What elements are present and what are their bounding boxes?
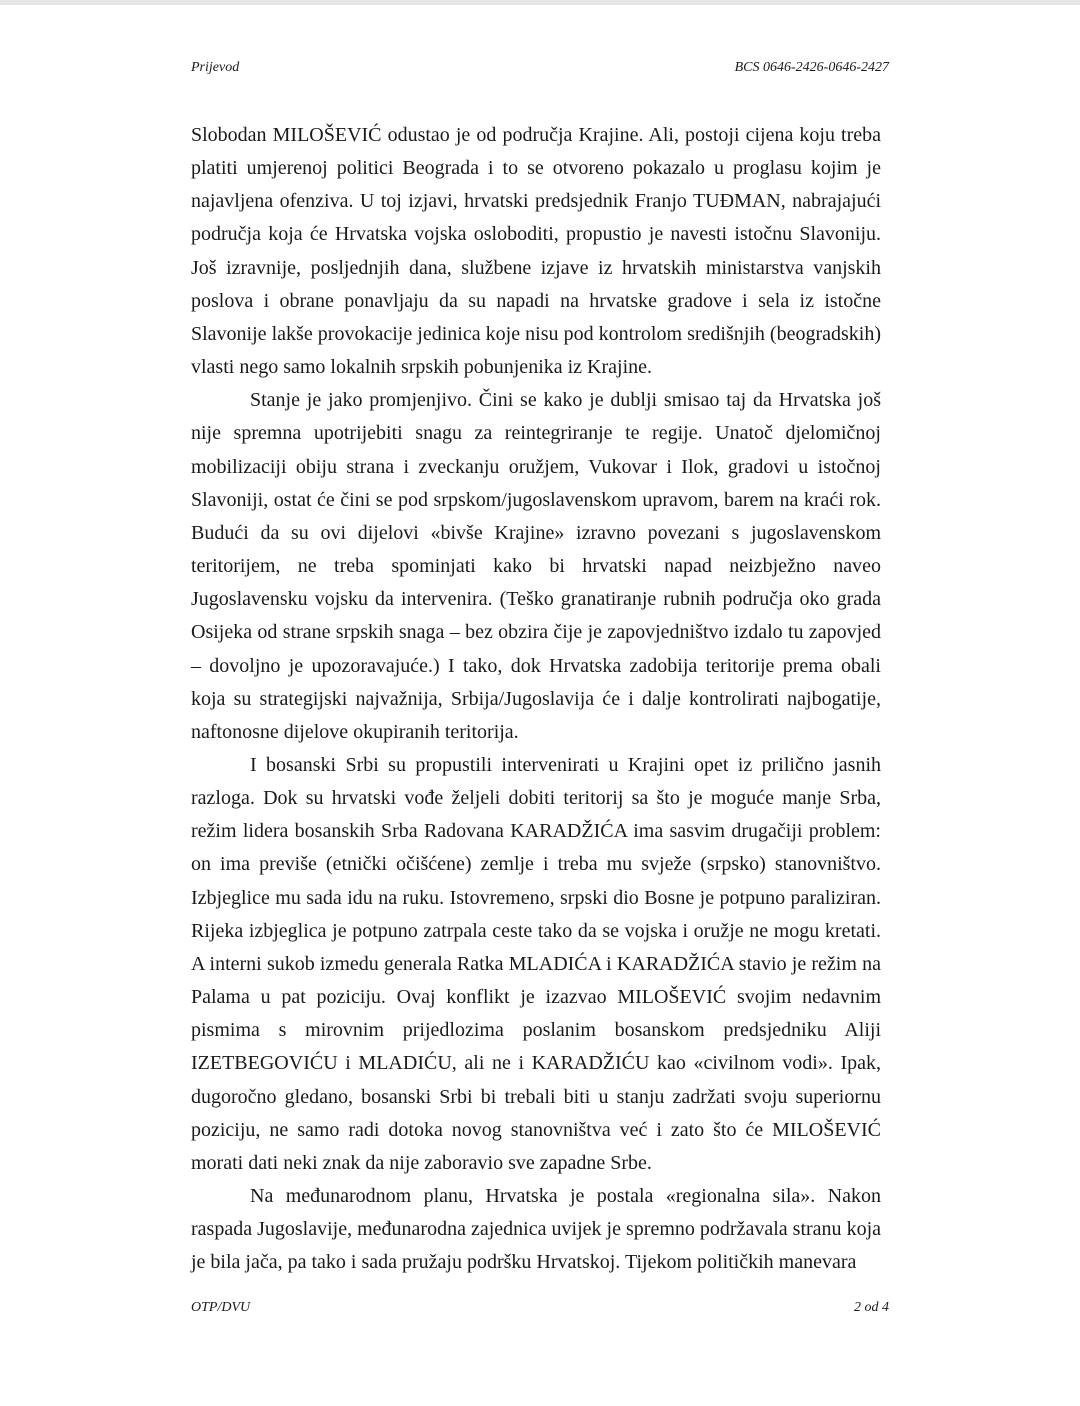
document-reference: BCS 0646-2426-0646-2427 xyxy=(734,60,889,75)
paragraph-1: Slobodan MILOŠEVIĆ odustao je od područja Krajine. Ali, postoji cijena koju treba platiti umjerenoj politici Beograda i to se otvoreno pokazalo u proglasu kojim je najavljena ofenziva. U toj izjavi, hrvatski predsjednik Franjo TUĐMAN, nabrajajući područja koja će Hrvatska vojska osloboditi, propustio je navesti istočnu Slavoniju. Još izravnije, posljednjih dana, službene izjave iz hrvatskih ministarstva vanjskih poslova i obrane ponavljaju da su napadi na hrvatske gradove i sela iz istočne Slavonije lakše provokacije jedinica koje nisu pod kontrolom središnjih (beogradskih) vlasti nego samo lokalnih srpskih pobunjenika iz Krajine. xyxy=(191,124,881,379)
paragraph-4: Na međunarodnom planu, Hrvatska je postala «regionalna sila». Nakon raspada Jugoslavije, međunarodna zajednica uvijek je spremno podržavala stranu koja je bila jača, pa tako i sada pružaju podršku Hrvatskoj. Tijekom političkih manevara xyxy=(191,1185,881,1274)
footer-label: OTP/DVU xyxy=(191,1300,251,1315)
page-header xyxy=(191,60,889,76)
document-body xyxy=(191,119,881,1279)
paragraph-2: Stanje je jako promjenjivo. Čini se kako je dublji smisao taj da Hrvatska još nije spremna upotrijebiti snagu za reintegriranje te regije. Unatoč djelomičnoj mobilizaciji obiju strana i zveckanju oružjem, Vukovar i Ilok, gradovi u istočnoj Slavoniji, ostat će čini se pod srpskom/jugoslavenskom upravom, barem na kraći rok. Budući da su ovi dijelovi «bivše Krajine» izravno povezani s jugoslavenskom teritorijem, ne treba spominjati kako bi hrvatski napad neizbježno naveo Jugoslavensku vojsku da intervenira. (Teško granatiranje rubnih područja oko grada Osijeka od strane srpskih snaga – bez obzira čije je zapovjedništvo izdalo tu zapovjed – dovoljno je upozoravajuće.) I tako, dok Hrvatska zadobija teritorije prema obali koja su strategijski najvažnija, Srbija/Jugoslavija će i dalje kontrolirati najbogatije, naftonosne dijelove okupiranih teritorija. xyxy=(191,389,881,743)
top-bar xyxy=(0,0,1080,5)
page-footer xyxy=(191,1300,889,1316)
page-number: 2 od 4 xyxy=(854,1300,889,1315)
paragraph-3: I bosanski Srbi su propustili intervenirati u Krajini opet iz prilično jasnih razloga. Dok su hrvatski vođe željeli dobiti teritorij sa što je moguće manje Srba, režim lidera bosanskih Srba Radovana KARADŽIĆA ima sasvim drugačiji problem: on ima previše (etnički očišćene) zemlje i treba mu svježe (srpsko) stanovništvo. Izbjeglice mu sada idu na ruku. Istovremeno, srpski dio Bosne je potpuno paraliziran. Rijeka izbjeglica je potpuno zatrpala ceste tako da se vojska i oružje ne mogu kretati. A interni sukob izmedu generala Ratka MLADIĆA i KARADŽIĆA stavio je režim na Palama u pat poziciju. Ovaj konflikt je izazvao MILOŠEVIĆ svojim nedavnim pismima s mirovnim prijedlozima poslanim bosanskom predsjedniku Aliji IZETBEGOVIĆU i MLADIĆU, ali ne i KARADŽIĆU kao «civilnom vodi». Ipak, dugoročno gledano, bosanski Srbi bi trebali biti u stanju zadržati svoju superiornu poziciju, ne samo radi dotoka novog stanovništva već i zato što će MILOŠEVIĆ morati dati neki znak da nije zaboravio sve zapadne Srbe. xyxy=(191,753,881,1174)
header-label: Prijevod xyxy=(191,60,240,75)
